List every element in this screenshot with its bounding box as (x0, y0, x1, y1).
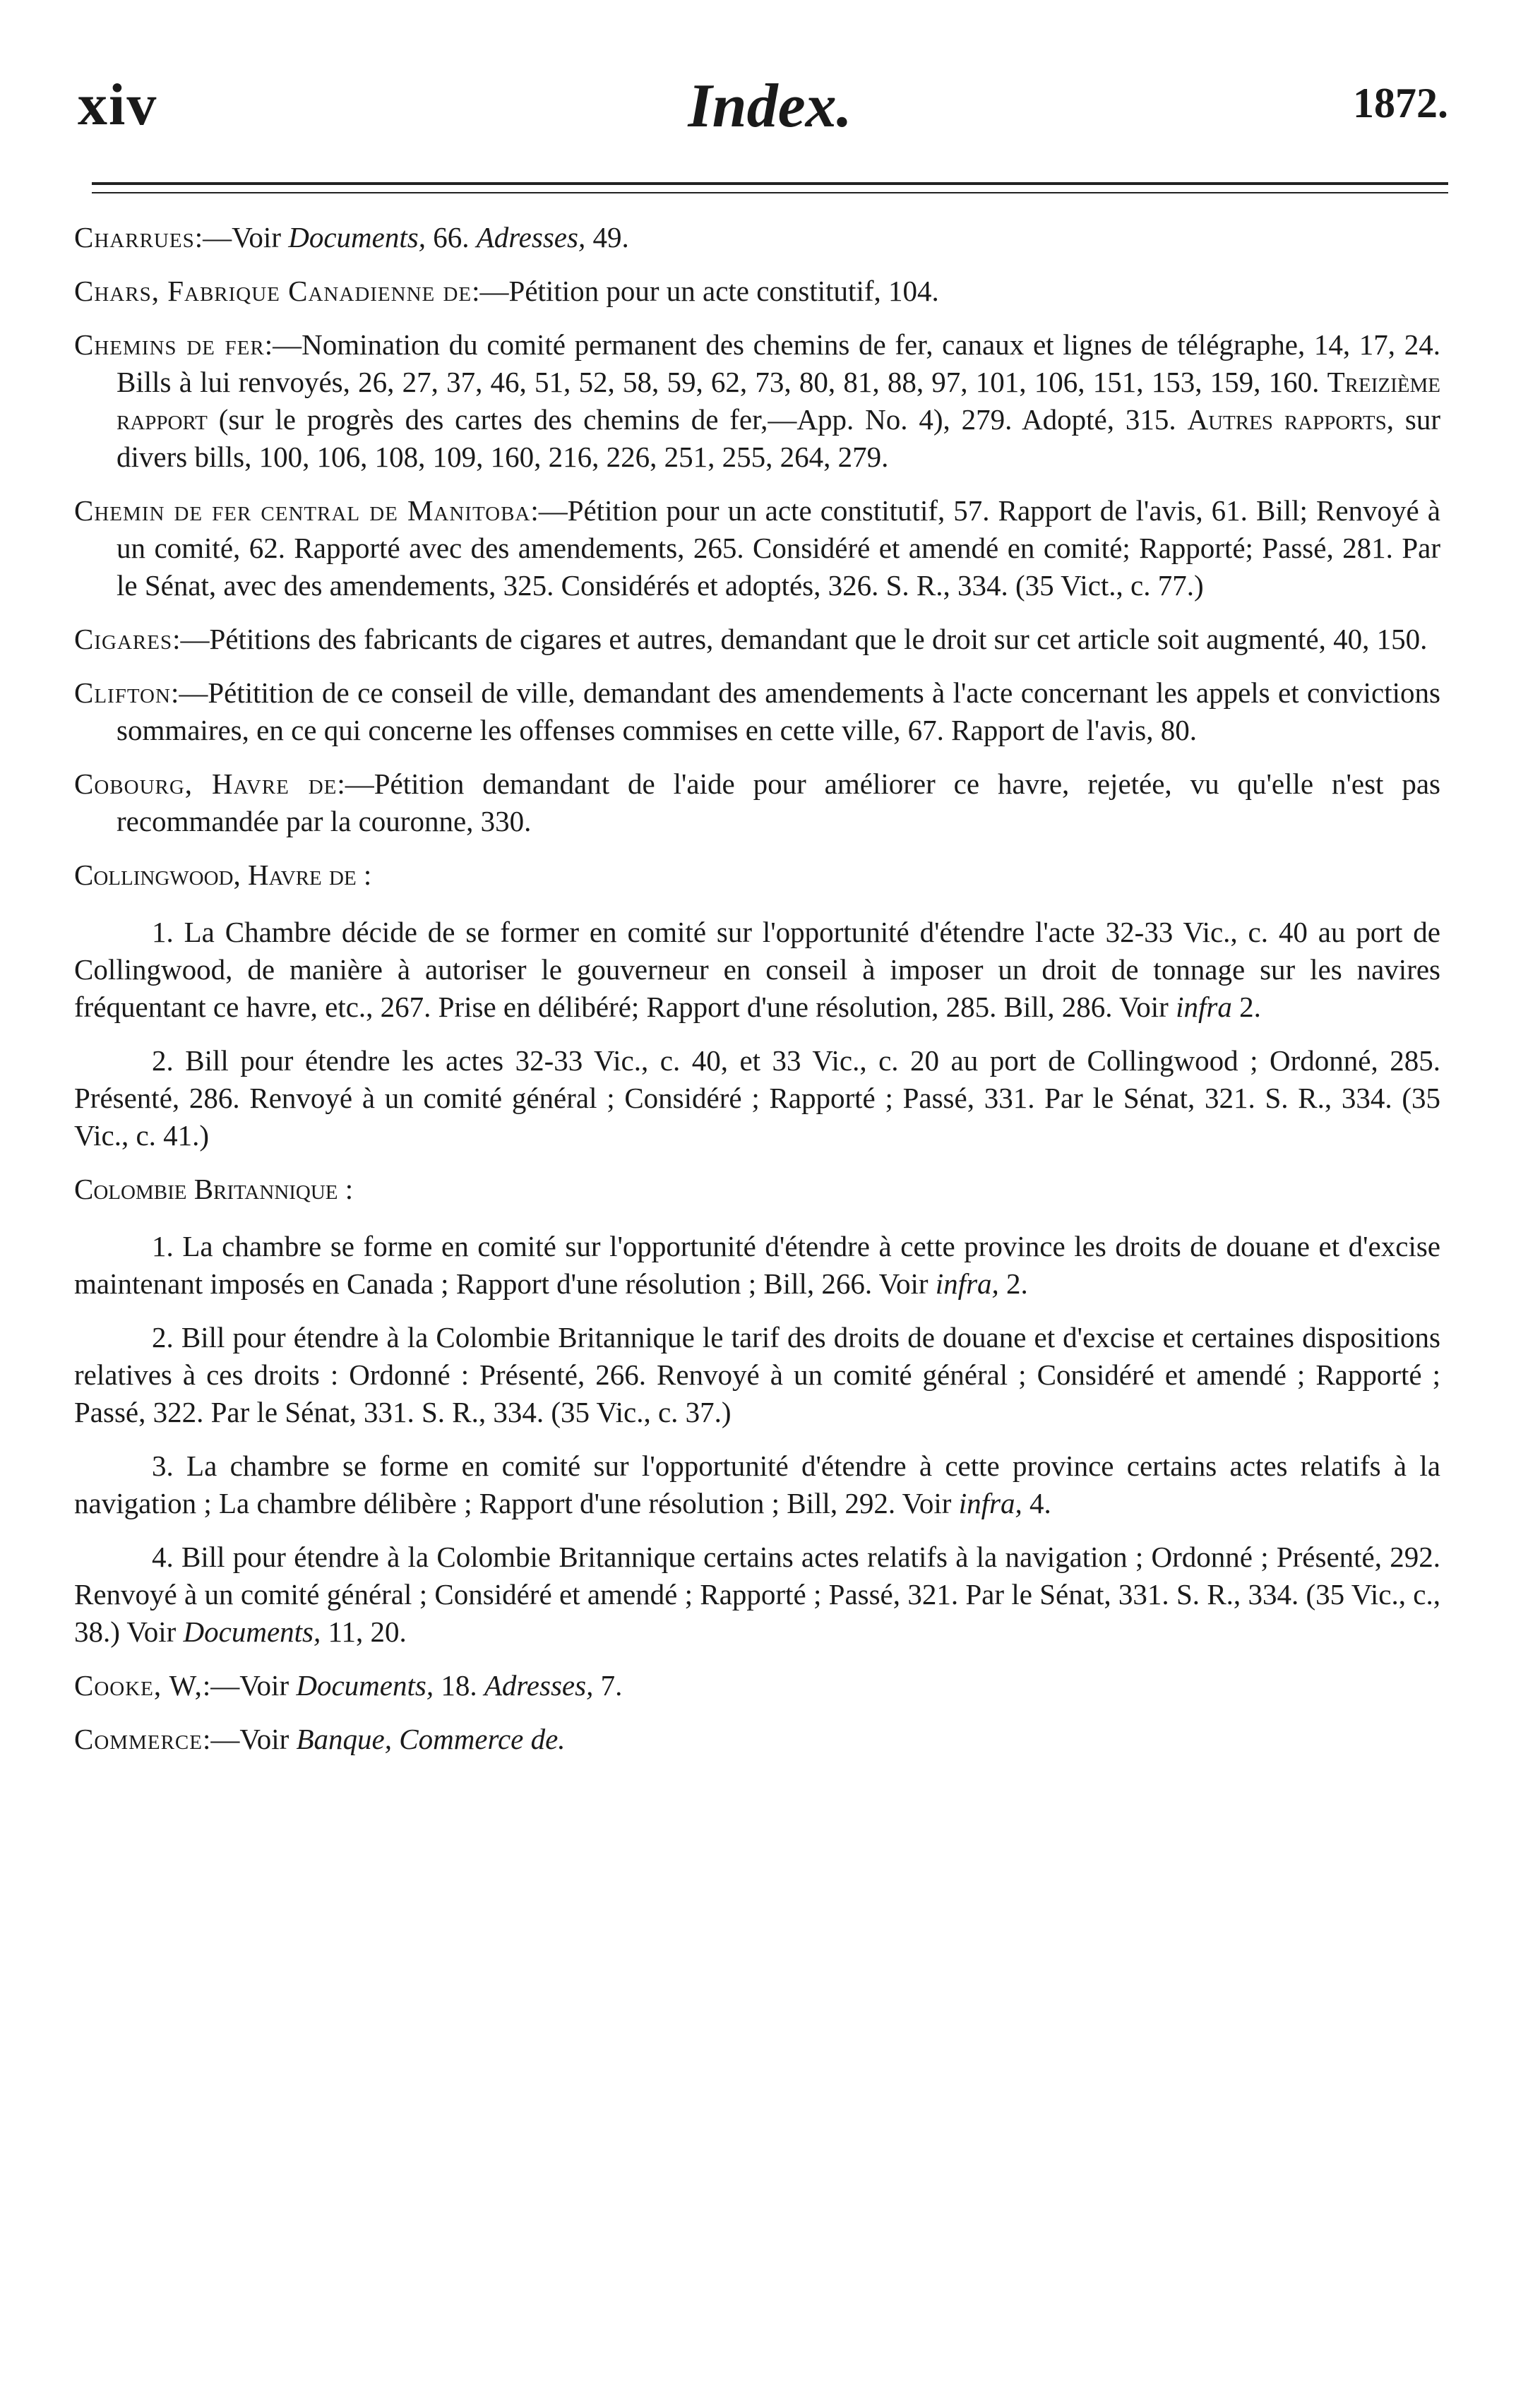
entry-subheading: Treizième rapport (117, 366, 1440, 436)
index-entry-commerce (74, 1721, 1440, 1758)
entry-heading: Cigares (74, 623, 173, 655)
entry-text: :—Pétitition de ce conseil de ville, demandant des amendements à l'acte concernant les appels et convictions sommaires, en ce qui concerne les offenses commises en cette ville, 67. Rapport de l'avis, 80. (117, 676, 1440, 746)
entry-text: 3. La chambre se forme en comité sur l'opportunité d'étendre à cette province certains actes relatifs à la navigation ; La chambre délibère ; Rapport d'une résolution ; Bill, 292. Voir (74, 1450, 1440, 1519)
entry-reference: infra (1176, 991, 1232, 1023)
entry-reference: Documents, (183, 1615, 321, 1648)
entry-text: 18. (434, 1669, 484, 1702)
entry-text: :—Pétition pour un acte constitutif, 104. (472, 275, 939, 307)
page-number: xiv (78, 72, 158, 138)
sub-entry (74, 1042, 1440, 1154)
entry-reference: Documents, (288, 221, 426, 253)
entry-reference: infra, (935, 1267, 999, 1300)
sub-entry (74, 1538, 1440, 1651)
entry-text: :—Voir (202, 1669, 297, 1702)
index-entry-cigares (74, 621, 1440, 658)
entry-text: :—Pétitions des fabricants de cigares et autres, demandant que le droit sur cet article soit augmenté, 40, 150. (172, 623, 1428, 655)
running-head (0, 71, 1540, 148)
entry-reference: Banque, Commerce de. (296, 1723, 566, 1755)
entry-heading: Chars, Fabrique Canadienne de (74, 275, 472, 307)
entry-text: :—Pétition pour un acte constitutif, 57. Rapport de l'avis, 61. Bill; Renvoyé à un comité, 62. Rapporté avec des amendements, 265. Considéré et amendé en comité; Rapporté; Passé, 281. Par le Sénat, avec des amendements, 325. Considérés et adoptés, 326. S. R., 334. (35 Vict., c. 77.) (117, 494, 1440, 602)
index-entry-cooke (74, 1667, 1440, 1704)
entry-text: 2. Bill pour étendre les actes 32-33 Vic., c. 40, et 33 Vic., c. 20 au port de Collingwood ; Ordonné, 285. Présenté, 286. Renvoyé à un comité général ; Considéré ; Rapporté ; Passé, 331. Par le Sénat, 321. S. R., 334. (35 Vic., c. 41.) (74, 1044, 1440, 1152)
entry-text: sur divers bills, 100, 106, 108, 109, 160, 216, 226, 251, 255, 264, 279. (117, 403, 1440, 473)
entry-reference: infra, (958, 1487, 1022, 1519)
header-rule-thick (92, 182, 1448, 185)
index-body (74, 219, 1440, 1774)
index-entry-chars (74, 273, 1440, 310)
entry-heading: Cooke, W, (74, 1669, 203, 1702)
page-year: 1872. (1353, 80, 1448, 126)
index-entry-cobourg (74, 765, 1440, 840)
entry-text: :—Nomination du comité permanent des chemins de fer, canaux et lignes de télégraphe, 14, 17, 24. Bills à lui renvoyés, 26, 27, 37, 46, 51, 52, 58, 59, 62, 73, 80, 81, 88, 97, 101, 106, 151, 153, 159, 160. (117, 328, 1440, 398)
entry-reference: Adresses, (484, 1669, 594, 1702)
entry-heading: Cobourg, Havre de (74, 767, 338, 800)
entry-heading: Collingwood, Havre de : (74, 859, 372, 891)
entry-heading: Clifton (74, 676, 171, 709)
header-rule-thin (92, 192, 1448, 193)
entry-subheading: Autres rapports, (1187, 403, 1394, 436)
entry-heading: Commerce (74, 1723, 203, 1755)
entry-text: 2. (998, 1267, 1028, 1300)
entry-reference: Documents, (296, 1669, 434, 1702)
entry-text: 11, 20. (321, 1615, 407, 1648)
entry-heading: Chemin de fer central de Manitoba (74, 494, 531, 527)
entry-text: :—Voir (202, 1723, 297, 1755)
entry-text: 66. (425, 221, 477, 253)
index-entry-clifton (74, 674, 1440, 749)
index-entry-charrues (74, 219, 1440, 256)
index-entry-collingwood (74, 856, 1440, 894)
sub-entry (74, 1228, 1440, 1303)
entry-text: 2. (1231, 991, 1261, 1023)
entry-text: 7. (593, 1669, 623, 1702)
sub-entry (74, 914, 1440, 1026)
sub-entry (74, 1447, 1440, 1522)
entry-text: 1. La Chambre décide de se former en comité sur l'opportunité d'étendre l'acte 32-33 Vic., c. 40 au port de Collingwood, de manière à autoriser le gouverneur en conseil à imposer un droit de tonnage sur les navires fréquentant ce havre, etc., 267. Prise en délibéré; Rapport d'une résolution, 285. Bill, 286. Voir (74, 916, 1440, 1023)
entry-text: (sur le progrès des cartes des chemins de fer,—App. No. 4), 279. Adopté, 315. (207, 403, 1188, 436)
page-title: Index. (688, 72, 852, 141)
entry-heading: Colombie Britannique : (74, 1173, 354, 1205)
sub-entry (74, 1319, 1440, 1431)
entry-text: 4. Bill pour étendre à la Colombie Britannique certains actes relatifs à la navigation ; Ordonné ; Présenté, 292. Renvoyé à un comité général ; Considéré et amendé ; Rapporté ; Passé, 321. Par le Sénat, 331. S. R., 334. (35 Vic., c., 38.) Voir (74, 1541, 1440, 1648)
entry-text: 49. (585, 221, 629, 253)
index-entry-colombie-britannique (74, 1171, 1440, 1208)
entry-text: 1. La chambre se forme en comité sur l'opportunité d'étendre à cette province les droits de douane et d'excise maintenant imposés en Canada ; Rapport d'une résolution ; Bill, 266. Voir (74, 1230, 1440, 1300)
entry-reference: Adresses, (476, 221, 586, 253)
entry-text: 4. (1022, 1487, 1051, 1519)
entry-heading: Chemins de fer (74, 328, 265, 361)
index-entry-chemins-de-fer (74, 326, 1440, 476)
index-entry-chemin-manitoba (74, 492, 1440, 604)
entry-text: 2. Bill pour étendre à la Colombie Britannique le tarif des droits de douane et d'excise et certaines dispositions relatives à ces droits : Ordonné : Présenté, 266. Renvoyé à un comité général ; Considéré et amendé ; Rapporté ; Passé, 322. Par le Sénat, 331. S. R., 334. (35 Vic., c. 37.) (74, 1321, 1440, 1428)
entry-heading: Charrues (74, 221, 195, 253)
entry-text: :—Voir (194, 221, 289, 253)
entry-text: :—Pétition demandant de l'aide pour améliorer ce havre, rejetée, vu qu'elle n'est pas recommandée par la couronne, 330. (117, 767, 1440, 837)
